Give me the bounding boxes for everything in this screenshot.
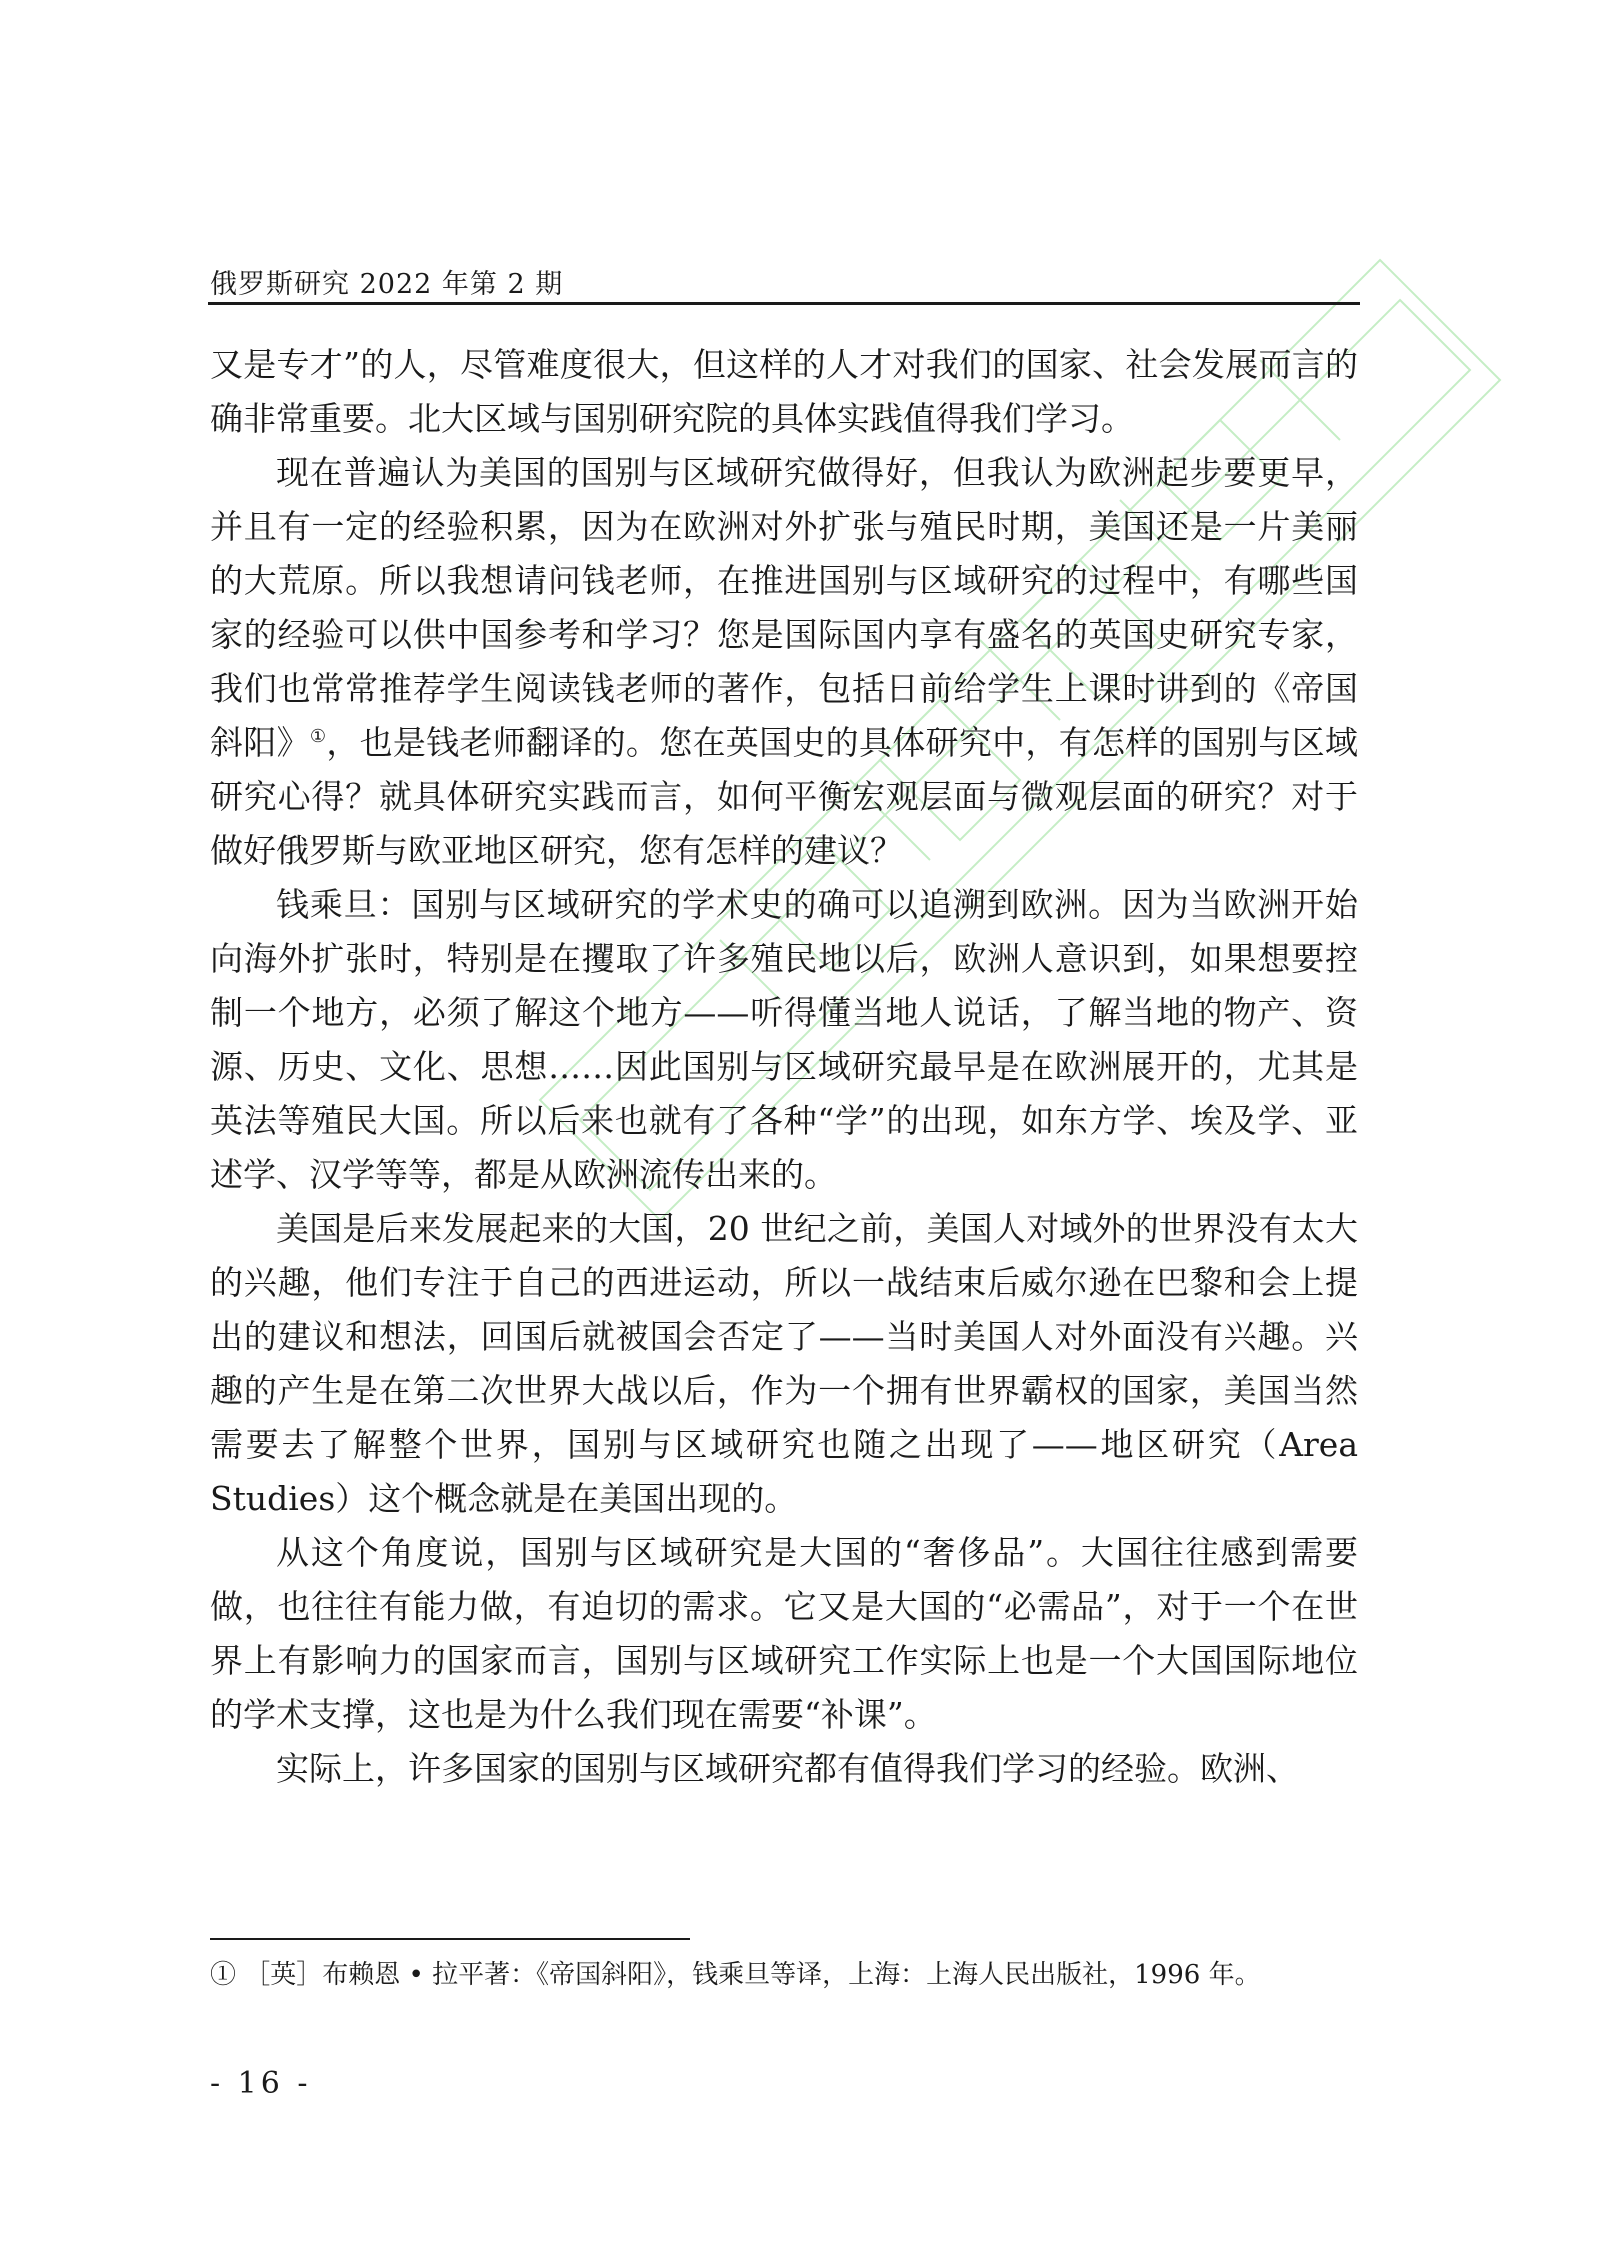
paragraph-2-text-a: 现在普遍认为美国的国别与区域研究做得好，但我认为欧洲起步要更早，并且有一定的经验积累，因为在欧洲对外扩张与殖民时期，美国还是一片美丽的大荒原。所以我想请问钱老师，在推进国别与区域研究的过程中，有哪些国家的经验可以供中国参考和学习？您是国际国内享有盛名的英国史研究专家，我们也常常推荐学生阅读钱老师的著作，包括日前给学生上课时讲到的《帝国斜阳》: [210, 453, 1358, 762]
speaker-label: 钱乘旦：: [276, 885, 412, 924]
paragraph-5: 从这个角度说，国别与区域研究是大国的“奢侈品”。大国往往感到需要做，也往往有能力做，有迫切的需求。它又是大国的“必需品”，对于一个在世界上有影响力的国家而言，国别与区域研究工作实际上也是一个大国国际地位的学术支撑，这也是为什么我们现在需要“补课”。: [210, 1533, 1358, 1734]
footnote-reference[interactable]: ①: [309, 726, 327, 747]
header-rule: [208, 302, 1360, 305]
paragraph-1: 又是专才”的人，尽管难度很大，但这样的人才对我们的国家、社会发展而言的确非常重要。北大区域与国别研究院的具体实践值得我们学习。: [210, 345, 1358, 438]
paragraph-2-text-b: ，也是钱老师翻译的。您在英国史的具体研究中，有怎样的国别与区域研究心得？就具体研究实践而言，如何平衡宏观层面与微观层面的研究？对于做好俄罗斯与欧亚地区研究，您有怎样的建议？: [210, 723, 1359, 870]
paragraph-4: 美国是后来发展起来的大国，20 世纪之前，美国人对域外的世界没有太大的兴趣，他们专注于自己的西进运动，所以一战结束后威尔逊在巴黎和会上提出的建议和想法，回国后就被国会否定了——当时美国人对外面没有兴趣。兴趣的产生是在第二次世界大战以后，作为一个拥有世界霸权的国家，美国当然需要去了解整个世界，国别与区域研究也随之出现了——地区研究（Area Studies）这个概念就是在美国出现的。: [210, 1209, 1358, 1518]
article-body: [210, 338, 1358, 1796]
footnote: ① ［英］布赖恩 • 拉平著：《帝国斜阳》，钱乘旦等译，上海：上海人民出版社，1996 年。: [210, 1960, 1261, 1990]
paragraph-3: [210, 878, 1358, 1202]
footnote-rule: [210, 1938, 690, 1940]
paragraph-6: 实际上，许多国家的国别与区域研究都有值得我们学习的经验。欧洲、: [276, 1749, 1299, 1788]
paragraph-3-text: 国别与区域研究的学术史的确可以追溯到欧洲。因为当欧洲开始向海外扩张时，特别是在攫取了许多殖民地以后，欧洲人意识到，如果想要控制一个地方，必须了解这个地方——听得懂当地人说话，了解当地的物产、资源、历史、文化、思想……因此国别与区域研究最早是在欧洲展开的，尤其是英法等殖民大国。所以后来也就有了各种“学”的出现，如东方学、埃及学、亚述学、汉学等等，都是从欧洲流传出来的。: [210, 885, 1359, 1194]
running-header: 俄罗斯研究 2022 年第 2 期: [210, 269, 564, 300]
paragraph-2: [210, 446, 1358, 878]
page-number: - 16 -: [210, 2066, 312, 2101]
